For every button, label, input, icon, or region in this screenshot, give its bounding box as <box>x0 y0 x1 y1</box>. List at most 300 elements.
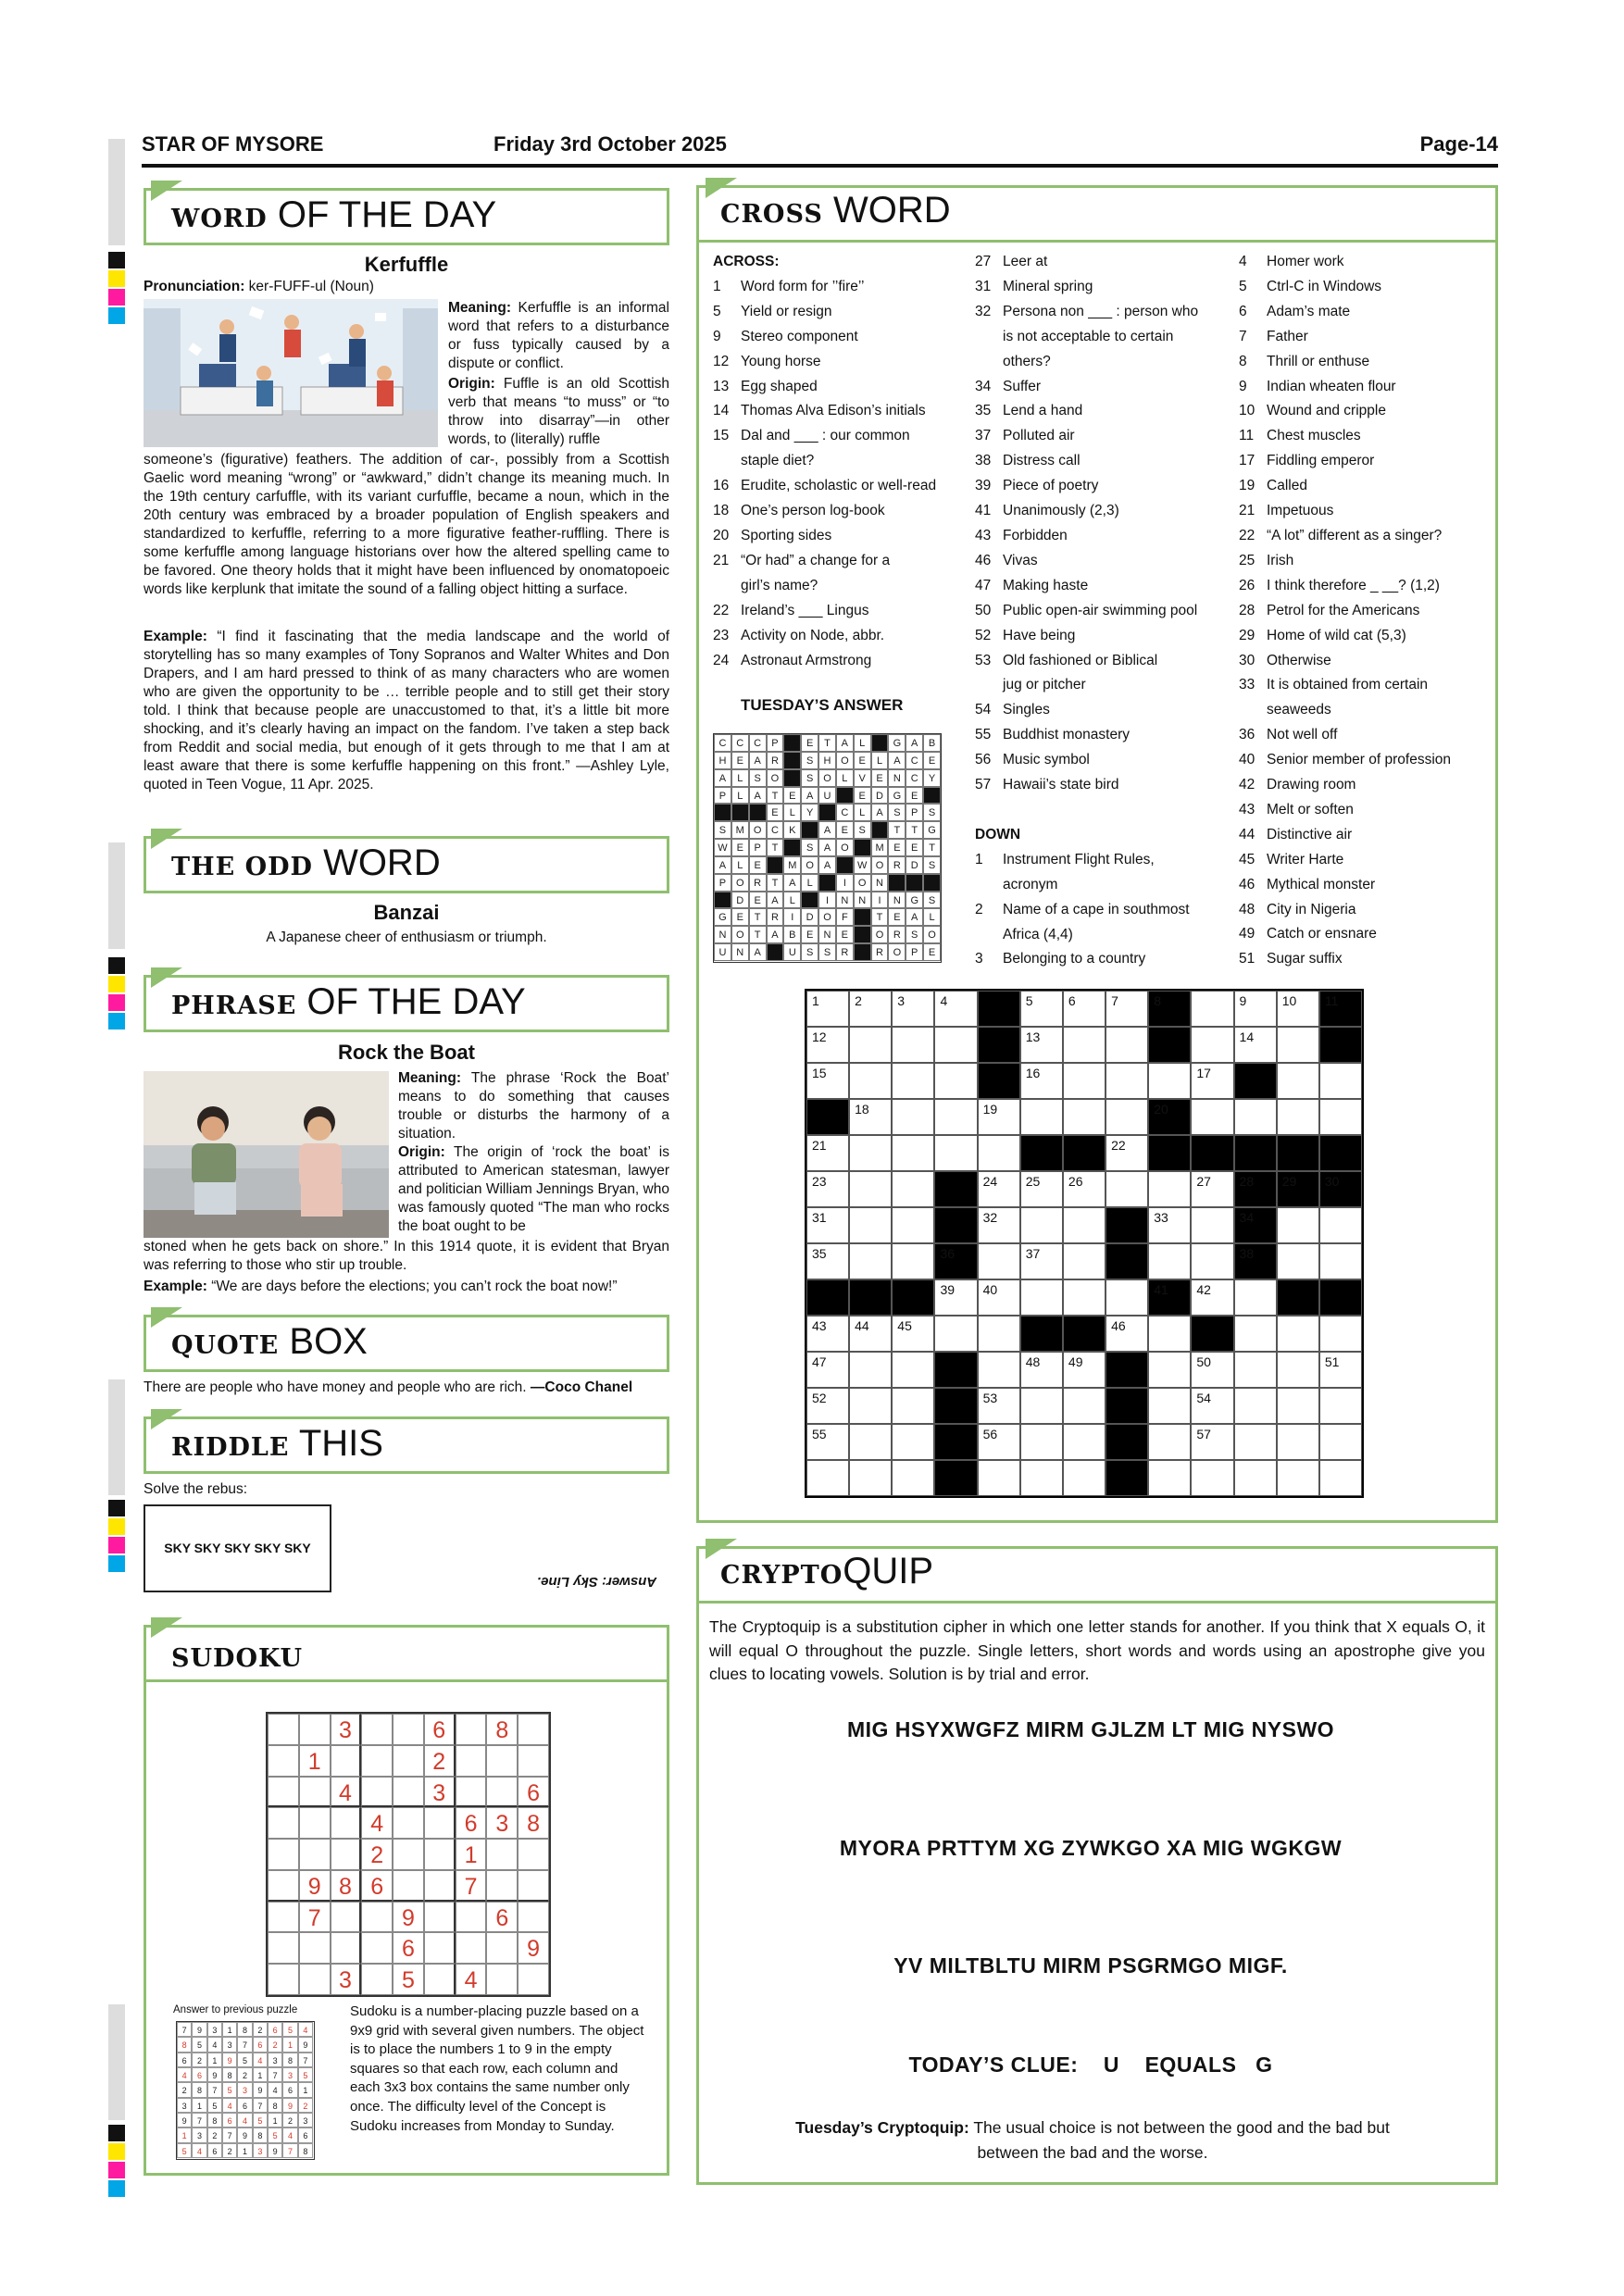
sudoku-cell[interactable] <box>486 1964 518 1995</box>
black-square <box>978 1063 1020 1099</box>
crossword-cell[interactable] <box>806 1027 849 1063</box>
clue-across <box>975 649 1230 674</box>
crossword-cell[interactable] <box>1148 1316 1191 1352</box>
crossword-cell[interactable] <box>934 1099 977 1135</box>
clue-text: Melt or soften <box>1267 801 1354 817</box>
clue-text: Suffer <box>1003 378 1042 394</box>
crossword-cell[interactable] <box>1277 1460 1319 1496</box>
crossword-cell[interactable] <box>1234 1460 1277 1496</box>
sudoku-cell[interactable] <box>331 1932 362 1964</box>
clue-number: 28 <box>1239 602 1255 618</box>
black-square <box>1148 1027 1191 1063</box>
crossword-cell[interactable] <box>1020 1099 1063 1135</box>
sudoku-cell[interactable] <box>268 1777 299 1808</box>
sudoku-cell: 1 <box>299 1745 331 1777</box>
crossword-cell[interactable] <box>1319 1424 1362 1460</box>
answer-letter: B <box>923 734 941 752</box>
crossword-cell[interactable] <box>1106 1063 1148 1099</box>
crossword-cell[interactable] <box>978 1135 1020 1171</box>
crossword-cell[interactable] <box>892 1063 934 1099</box>
clue-number: 54 <box>975 702 992 718</box>
clue-number: 13 <box>713 378 730 394</box>
crossword-cell[interactable] <box>1020 1207 1063 1243</box>
clue-down <box>1239 673 1489 698</box>
sudoku-cell: 2 <box>424 1745 456 1777</box>
answer-letter: T <box>749 926 767 943</box>
reg-mark-black <box>108 2125 125 2141</box>
clue-text: Making haste <box>1003 577 1089 593</box>
clue-text: Sporting sides <box>741 527 832 543</box>
clue-number: 38 <box>975 453 992 469</box>
clue-text: Petrol for the Americans <box>1267 602 1420 618</box>
sudoku-cell: 4 <box>456 1964 487 1995</box>
crossword-cell[interactable] <box>978 1424 1020 1460</box>
clue-number: 40 <box>1239 752 1255 768</box>
crossword-cell[interactable] <box>1234 991 1277 1027</box>
crossword-cell[interactable] <box>1277 1099 1319 1135</box>
sudoku-cell[interactable] <box>456 1902 487 1933</box>
answer-letter: S <box>888 804 906 821</box>
cell-number: 28 <box>1239 1174 1255 1189</box>
sudoku-cell[interactable] <box>331 1807 362 1839</box>
clue-number: 45 <box>1239 851 1255 867</box>
crossword-cell[interactable] <box>892 1027 934 1063</box>
reg-mark-magenta <box>108 1537 125 1554</box>
sudoku-cell[interactable] <box>268 1807 299 1839</box>
crossword-cell[interactable] <box>1106 1171 1148 1207</box>
crossword-cell[interactable] <box>1319 1063 1362 1099</box>
crossword-cell[interactable] <box>892 1099 934 1135</box>
crossword-cell[interactable] <box>892 1207 934 1243</box>
prev-sudoku-cell: 4 <box>282 2128 297 2142</box>
answer-letter: D <box>906 856 923 874</box>
clue-text: City in Nigeria <box>1267 901 1356 917</box>
crossword-cell[interactable] <box>1277 1316 1319 1352</box>
crossword-cell[interactable] <box>1106 1027 1148 1063</box>
sudoku-cell[interactable] <box>268 1714 299 1745</box>
across-clues-col2 <box>975 250 1230 972</box>
crossword-cell[interactable] <box>1277 991 1319 1027</box>
answer-letter: C <box>767 821 784 839</box>
prev-sudoku-cell: 2 <box>192 2053 206 2067</box>
crossword-cell[interactable] <box>1148 1460 1191 1496</box>
sudoku-cell[interactable] <box>424 1807 456 1839</box>
prev-sudoku-cell: 1 <box>222 2022 237 2037</box>
clue-number: 44 <box>1239 826 1255 842</box>
crossword-cell[interactable] <box>1191 991 1233 1027</box>
clue-text: Instrument Flight Rules, <box>1003 851 1155 867</box>
crossword-cell[interactable] <box>934 1027 977 1063</box>
sudoku-cell[interactable] <box>299 1964 331 1995</box>
sudoku-cell[interactable] <box>331 1839 362 1870</box>
crossword-cell[interactable] <box>806 1063 849 1099</box>
crossword-cell[interactable] <box>1106 1135 1148 1171</box>
word-origin: someone’s (figurative) feathers. The addition of car-, possibly from a Scottish Gaelic word meaning “wrong” or “awkward,” didn’t change its meaning much. In the 19th century carfuffle, with its variant curfuffle, became a noun, which in the 20th century was embraced by a broader population of English speakers and standardized to kerfuffle, referring to a more figurative feather-ruffling. There is some kerfuffle among language historians over how the altered spelling came to be favored. One theory holds that it might have been influenced by onomatopoeic words like kerplunk that imitate the sound of a falling object hitting a surface. <box>144 452 669 597</box>
clue-number: 1 <box>713 278 721 294</box>
sudoku-grid[interactable] <box>266 1712 551 1997</box>
sudoku-cell[interactable] <box>486 1745 518 1777</box>
crossword-cell[interactable] <box>1063 1460 1106 1496</box>
sudoku-cell[interactable] <box>299 1777 331 1808</box>
answer-letter: N <box>818 926 836 943</box>
crossword-cell[interactable] <box>1319 1388 1362 1424</box>
answer-letter: O <box>871 926 889 943</box>
crossword-cell[interactable] <box>806 1207 849 1243</box>
sudoku-cell[interactable] <box>424 1932 456 1964</box>
crossword-cell[interactable] <box>1234 1279 1277 1316</box>
black-square <box>1148 1279 1191 1316</box>
sudoku-cell[interactable] <box>393 1870 424 1902</box>
crossword-cell[interactable] <box>1277 1424 1319 1460</box>
crossword-cell[interactable] <box>849 1207 892 1243</box>
crossword-cell[interactable] <box>1148 1352 1191 1388</box>
clue-number: 4 <box>1239 254 1247 269</box>
sudoku-cell[interactable] <box>299 1807 331 1839</box>
black-square <box>854 908 871 926</box>
sudoku-cell[interactable] <box>456 1745 487 1777</box>
sudoku-cell[interactable] <box>518 1870 549 1902</box>
crossword-cell[interactable] <box>806 991 849 1027</box>
sudoku-cell[interactable] <box>393 1714 424 1745</box>
sudoku-cell[interactable] <box>518 1714 549 1745</box>
crossword-cell[interactable] <box>1020 1424 1063 1460</box>
sudoku-cell[interactable] <box>268 1964 299 1995</box>
crossword-cell[interactable] <box>1020 1460 1063 1496</box>
crossword-cell[interactable] <box>1319 1207 1362 1243</box>
crossword-cell[interactable] <box>1020 1171 1063 1207</box>
prev-sudoku-cell: 7 <box>298 2053 313 2067</box>
crossword-cell[interactable] <box>1020 1063 1063 1099</box>
crossword-cell[interactable] <box>1148 1388 1191 1424</box>
crossword-cell[interactable] <box>849 991 892 1027</box>
clue-down <box>1239 574 1489 599</box>
sudoku-cell[interactable] <box>518 1964 549 1995</box>
crossword-cell[interactable] <box>1191 1099 1233 1135</box>
prev-sudoku-cell: 7 <box>253 2098 268 2113</box>
crossword-cell[interactable] <box>892 1171 934 1207</box>
crossword-cell[interactable] <box>1063 1279 1106 1316</box>
sudoku-cell[interactable] <box>361 1745 393 1777</box>
black-square <box>888 874 906 892</box>
clue-across <box>713 624 963 649</box>
clue-text: Vivas <box>1003 552 1038 568</box>
clue-down <box>1239 898 1489 923</box>
sudoku-cell[interactable] <box>456 1714 487 1745</box>
crossword-cell[interactable] <box>1148 1063 1191 1099</box>
crossword-cell[interactable] <box>1148 1171 1191 1207</box>
crossword-cell[interactable] <box>1234 1316 1277 1352</box>
crossword-cell[interactable] <box>1319 1316 1362 1352</box>
crossword-cell[interactable] <box>934 1063 977 1099</box>
sudoku-cell[interactable] <box>361 1777 393 1808</box>
crossword-cell[interactable] <box>1063 1388 1106 1424</box>
crossword-cell[interactable] <box>1191 1352 1233 1388</box>
answer-letter: L <box>783 804 801 821</box>
crossword-cell[interactable] <box>1319 1243 1362 1279</box>
sudoku-cell[interactable] <box>331 1902 362 1933</box>
answer-letter: A <box>714 769 731 787</box>
crossword-cell[interactable] <box>849 1027 892 1063</box>
crossword-cell[interactable] <box>1191 1207 1233 1243</box>
crossword-cell[interactable] <box>1063 991 1106 1027</box>
answer-letter: L <box>783 892 801 909</box>
crossword-cell[interactable] <box>1106 1279 1148 1316</box>
answer-letter: A <box>818 856 836 874</box>
clue-number: 30 <box>1239 652 1255 668</box>
sudoku-cell: 4 <box>361 1807 393 1839</box>
sudoku-cell[interactable] <box>393 1745 424 1777</box>
crossword-cell[interactable] <box>849 1063 892 1099</box>
crossword-cell[interactable] <box>849 1135 892 1171</box>
sudoku-cell[interactable] <box>361 1902 393 1933</box>
sudoku-cell[interactable] <box>518 1839 549 1870</box>
crossword-cell[interactable] <box>1148 1424 1191 1460</box>
crossword-cell[interactable] <box>978 1207 1020 1243</box>
sudoku-cell[interactable] <box>331 1745 362 1777</box>
sudoku-cell[interactable] <box>361 1964 393 1995</box>
sudoku-cell[interactable] <box>393 1839 424 1870</box>
crossword-cell[interactable] <box>849 1352 892 1388</box>
reg-mark-cyan <box>108 2180 125 2197</box>
sudoku-cell[interactable] <box>268 1932 299 1964</box>
sudoku-cell[interactable] <box>518 1745 549 1777</box>
crossword-cell[interactable] <box>1234 1027 1277 1063</box>
crossword-cell[interactable] <box>1106 1316 1148 1352</box>
prev-sudoku-cell: 5 <box>192 2037 206 2052</box>
crossword-cell[interactable] <box>1020 1352 1063 1388</box>
crossword-cell[interactable] <box>1319 1099 1362 1135</box>
crossword-cell[interactable] <box>934 991 977 1027</box>
crossword-cell[interactable] <box>849 1424 892 1460</box>
sudoku-cell[interactable] <box>486 1839 518 1870</box>
answer-letter: E <box>731 752 749 769</box>
sudoku-cell[interactable] <box>456 1777 487 1808</box>
crossword-cell[interactable] <box>978 1460 1020 1496</box>
crossword-cell[interactable] <box>1191 1424 1233 1460</box>
answer-letter: O <box>801 856 818 874</box>
sudoku-cell[interactable] <box>268 1839 299 1870</box>
clue-down <box>1239 549 1489 574</box>
crossword-cell[interactable] <box>1106 991 1148 1027</box>
black-square <box>1234 1171 1277 1207</box>
crossword-cell[interactable] <box>892 1388 934 1424</box>
down-clues-col3 <box>1239 250 1489 972</box>
sudoku-cell[interactable] <box>424 1839 456 1870</box>
todays-clue: TODAY’S CLUE: U EQUALS G <box>908 2053 1273 2077</box>
crossword-cell[interactable] <box>934 1279 977 1316</box>
crossword-cell[interactable] <box>1063 1207 1106 1243</box>
sudoku-cell[interactable] <box>268 1902 299 1933</box>
prev-sudoku-cell: 9 <box>298 2037 313 2052</box>
clue-text: Mythical monster <box>1267 876 1376 892</box>
crossword-cell[interactable] <box>1191 1460 1233 1496</box>
crossword-cell[interactable] <box>934 1135 977 1171</box>
sudoku-cell[interactable] <box>299 1714 331 1745</box>
answer-letter: O <box>731 874 749 892</box>
crossword-cell[interactable] <box>1191 1171 1233 1207</box>
crossword-cell[interactable] <box>1020 991 1063 1027</box>
sudoku-cell[interactable] <box>393 1777 424 1808</box>
crossword-cell[interactable] <box>849 1243 892 1279</box>
crossword-cell[interactable] <box>1191 1279 1233 1316</box>
sudoku-cell: 6 <box>518 1777 549 1808</box>
sudoku-cell[interactable] <box>486 1777 518 1808</box>
answer-letter: U <box>714 943 731 961</box>
clue-text: others? <box>1003 353 1051 369</box>
crossword-cell[interactable] <box>806 1243 849 1279</box>
crossword-cell[interactable] <box>978 1352 1020 1388</box>
crossword-cell[interactable] <box>1148 1243 1191 1279</box>
crossword-cell[interactable] <box>1191 1388 1233 1424</box>
prev-sudoku-cell: 4 <box>298 2022 313 2037</box>
crossword-cell[interactable] <box>806 1135 849 1171</box>
sudoku-cell[interactable] <box>424 1870 456 1902</box>
crossword-cell[interactable] <box>1063 1352 1106 1388</box>
crossword-cell[interactable] <box>978 1279 1020 1316</box>
answer-letter: C <box>714 734 731 752</box>
sudoku-cell[interactable] <box>299 1932 331 1964</box>
crossword-cell[interactable] <box>978 1099 1020 1135</box>
crossword-cell[interactable] <box>978 1316 1020 1352</box>
crossword-cell[interactable] <box>1319 1352 1362 1388</box>
crossword-cell[interactable] <box>1234 1388 1277 1424</box>
sudoku-cell[interactable] <box>424 1902 456 1933</box>
crossword-cell[interactable] <box>1106 1099 1148 1135</box>
crossword-cell[interactable] <box>1277 1243 1319 1279</box>
clue-text: Dal and ___ : our common <box>741 428 910 444</box>
sudoku-cell[interactable] <box>456 1932 487 1964</box>
clue-across <box>975 773 1230 798</box>
prev-sudoku-cell: 7 <box>282 2143 297 2158</box>
sudoku-cell[interactable] <box>361 1932 393 1964</box>
crossword-cell[interactable] <box>1020 1243 1063 1279</box>
crossword-cell[interactable] <box>892 1243 934 1279</box>
crossword-cell[interactable] <box>1234 1424 1277 1460</box>
crossword-cell[interactable] <box>1063 1171 1106 1207</box>
answer-letter: T <box>767 874 784 892</box>
crossword-grid[interactable] <box>805 989 1364 1498</box>
crossword-cell[interactable] <box>1063 1243 1106 1279</box>
crossword-cell[interactable] <box>849 1099 892 1135</box>
crossword-cell[interactable] <box>1277 1027 1319 1063</box>
crossword-cell[interactable] <box>1020 1388 1063 1424</box>
sudoku-cell[interactable] <box>424 1964 456 1995</box>
crossword-cell[interactable] <box>806 1388 849 1424</box>
crossword-cell[interactable] <box>892 1424 934 1460</box>
crossword-cell[interactable] <box>1319 1460 1362 1496</box>
prev-sudoku-cell: 7 <box>192 2113 206 2128</box>
crossword-cell[interactable] <box>849 1171 892 1207</box>
cell-number: 47 <box>812 1354 827 1369</box>
crossword-cell[interactable] <box>1063 1099 1106 1135</box>
crossword-cell[interactable] <box>849 1388 892 1424</box>
crossword-cell[interactable] <box>1277 1352 1319 1388</box>
crossword-cell[interactable] <box>1191 1243 1233 1279</box>
crossword-cell[interactable] <box>892 1135 934 1171</box>
clue-across <box>713 549 963 574</box>
black-square <box>854 839 871 856</box>
sudoku-cell[interactable] <box>486 1870 518 1902</box>
phrase-origin-start: Origin: The origin of ‘rock the boat’ is attributed to American statesman, lawyer and politician William Jennings Bryan, who was famously quoted “The man who rocks the boat ought to be <box>398 1144 669 1234</box>
clue-text: One’s person log-book <box>741 503 885 519</box>
answer-letter: S <box>906 926 923 943</box>
crossword-cell[interactable] <box>806 1316 849 1352</box>
sudoku-cell[interactable] <box>268 1870 299 1902</box>
cell-number: 27 <box>1196 1174 1211 1189</box>
clue-number: 1 <box>975 851 983 867</box>
clue-text: is not acceptable to certain <box>1003 328 1174 344</box>
answer-letter: P <box>749 839 767 856</box>
answer-letter: P <box>767 734 784 752</box>
sudoku-cell[interactable] <box>518 1902 549 1933</box>
crossword-cell[interactable] <box>978 1388 1020 1424</box>
crossword-cell[interactable] <box>978 1243 1020 1279</box>
crossword-cell[interactable] <box>1277 1388 1319 1424</box>
sudoku-cell[interactable] <box>299 1839 331 1870</box>
answer-letter: P <box>906 943 923 961</box>
crossword-cell[interactable] <box>806 1424 849 1460</box>
black-square <box>1234 1135 1277 1171</box>
black-square <box>1191 1135 1233 1171</box>
crossword-cell[interactable] <box>1020 1279 1063 1316</box>
black-square <box>1020 1135 1063 1171</box>
crossword-cell[interactable] <box>1063 1027 1106 1063</box>
crossword-cell[interactable] <box>1020 1027 1063 1063</box>
crossword-cell[interactable] <box>806 1352 849 1388</box>
crossword-cell[interactable] <box>892 991 934 1027</box>
crossword-cell[interactable] <box>849 1460 892 1496</box>
answer-letter: D <box>801 908 818 926</box>
crossword-cell[interactable] <box>806 1460 849 1496</box>
cell-number: 5 <box>1025 993 1033 1008</box>
crossword-cell[interactable] <box>1234 1099 1277 1135</box>
crossword-cell[interactable] <box>1277 1063 1319 1099</box>
crossword-cell[interactable] <box>806 1171 849 1207</box>
answer-letter: S <box>801 752 818 769</box>
prev-sudoku-cell: 6 <box>222 2113 237 2128</box>
prev-sudoku-cell: 8 <box>192 2082 206 2097</box>
black-square <box>767 856 784 874</box>
crossword-cell[interactable] <box>934 1316 977 1352</box>
across-label: ACROSS: <box>713 254 780 269</box>
black-square <box>1277 1171 1319 1207</box>
crossword-cell[interactable] <box>1191 1063 1233 1099</box>
prev-sudoku-cell: 6 <box>192 2067 206 2082</box>
clue-down <box>1239 947 1489 972</box>
sudoku-cell[interactable] <box>486 1932 518 1964</box>
black-square <box>1191 1316 1233 1352</box>
sudoku-cell[interactable] <box>393 1807 424 1839</box>
crossword-cell[interactable] <box>1148 1207 1191 1243</box>
crossword-cell[interactable] <box>892 1316 934 1352</box>
clue-down <box>1239 823 1489 848</box>
crossword-cell[interactable] <box>1063 1063 1106 1099</box>
sudoku-cell[interactable] <box>361 1714 393 1745</box>
crossword-cell[interactable] <box>978 1171 1020 1207</box>
crossword-cell[interactable] <box>1234 1352 1277 1388</box>
crossword-cell[interactable] <box>892 1460 934 1496</box>
crossword-cell[interactable] <box>1191 1027 1233 1063</box>
riddle-title: RIDDLE THIS <box>171 1423 383 1464</box>
crossword-cell[interactable] <box>1277 1207 1319 1243</box>
clue-text: Stereo component <box>741 328 858 344</box>
crossword-cell[interactable] <box>892 1352 934 1388</box>
crossword-cell[interactable] <box>1063 1424 1106 1460</box>
crossword-cell[interactable] <box>849 1316 892 1352</box>
cell-number: 45 <box>897 1318 912 1333</box>
sudoku-cell[interactable] <box>268 1745 299 1777</box>
sudoku-cell: 8 <box>518 1807 549 1839</box>
